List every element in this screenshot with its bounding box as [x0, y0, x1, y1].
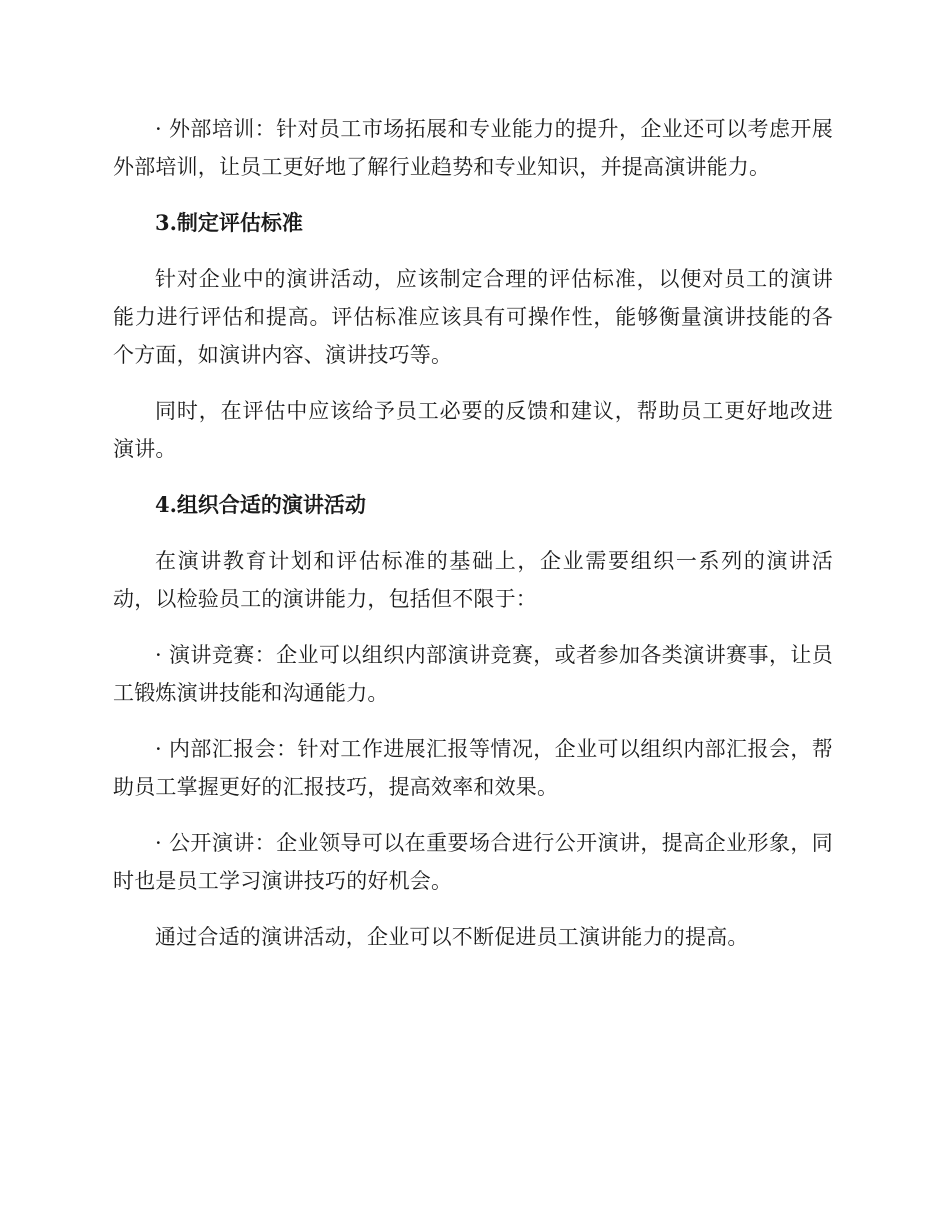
paragraph-public-speech: · 公开演讲：企业领导可以在重要场合进行公开演讲，提高企业形象，同时也是员工学习演讲技巧的好机会。	[113, 831, 833, 893]
paragraph-internal-report: · 内部汇报会：针对工作进展汇报等情况，企业可以组织内部汇报会，帮助员工掌握更好的汇报技巧，提高效率和效果。	[113, 737, 833, 799]
heading-speech-activities: 4.组织合适的演讲活动	[155, 492, 366, 517]
document-page	[113, 110, 833, 974]
paragraph-feedback: 同时，在评估中应该给予员工必要的反馈和建议，帮助员工更好地改进演讲。	[113, 399, 833, 461]
paragraph-speech-competition: · 演讲竞赛：企业可以组织内部演讲竞赛，或者参加各类演讲赛事，让员工锻炼演讲技能和沟通能力。	[113, 643, 833, 705]
paragraph-evaluation-standards: 针对企业中的演讲活动，应该制定合理的评估标准，以便对员工的演讲能力进行评估和提高。评估标准应该具有可操作性，能够衡量演讲技能的各个方面，如演讲内容、演讲技巧等。	[113, 267, 833, 367]
paragraph-external-training: · 外部培训：针对员工市场拓展和专业能力的提升，企业还可以考虑开展外部培训，让员工更好地了解行业趋势和专业知识，并提高演讲能力。	[113, 117, 833, 179]
paragraph-activities-intro: 在演讲教育计划和评估标准的基础上，企业需要组织一系列的演讲活动，以检验员工的演讲能力，包括但不限于：	[113, 549, 833, 611]
heading-evaluation-standards: 3.制定评估标准	[155, 210, 303, 235]
paragraph-conclusion: 通过合适的演讲活动，企业可以不断促进员工演讲能力的提高。	[155, 925, 749, 949]
